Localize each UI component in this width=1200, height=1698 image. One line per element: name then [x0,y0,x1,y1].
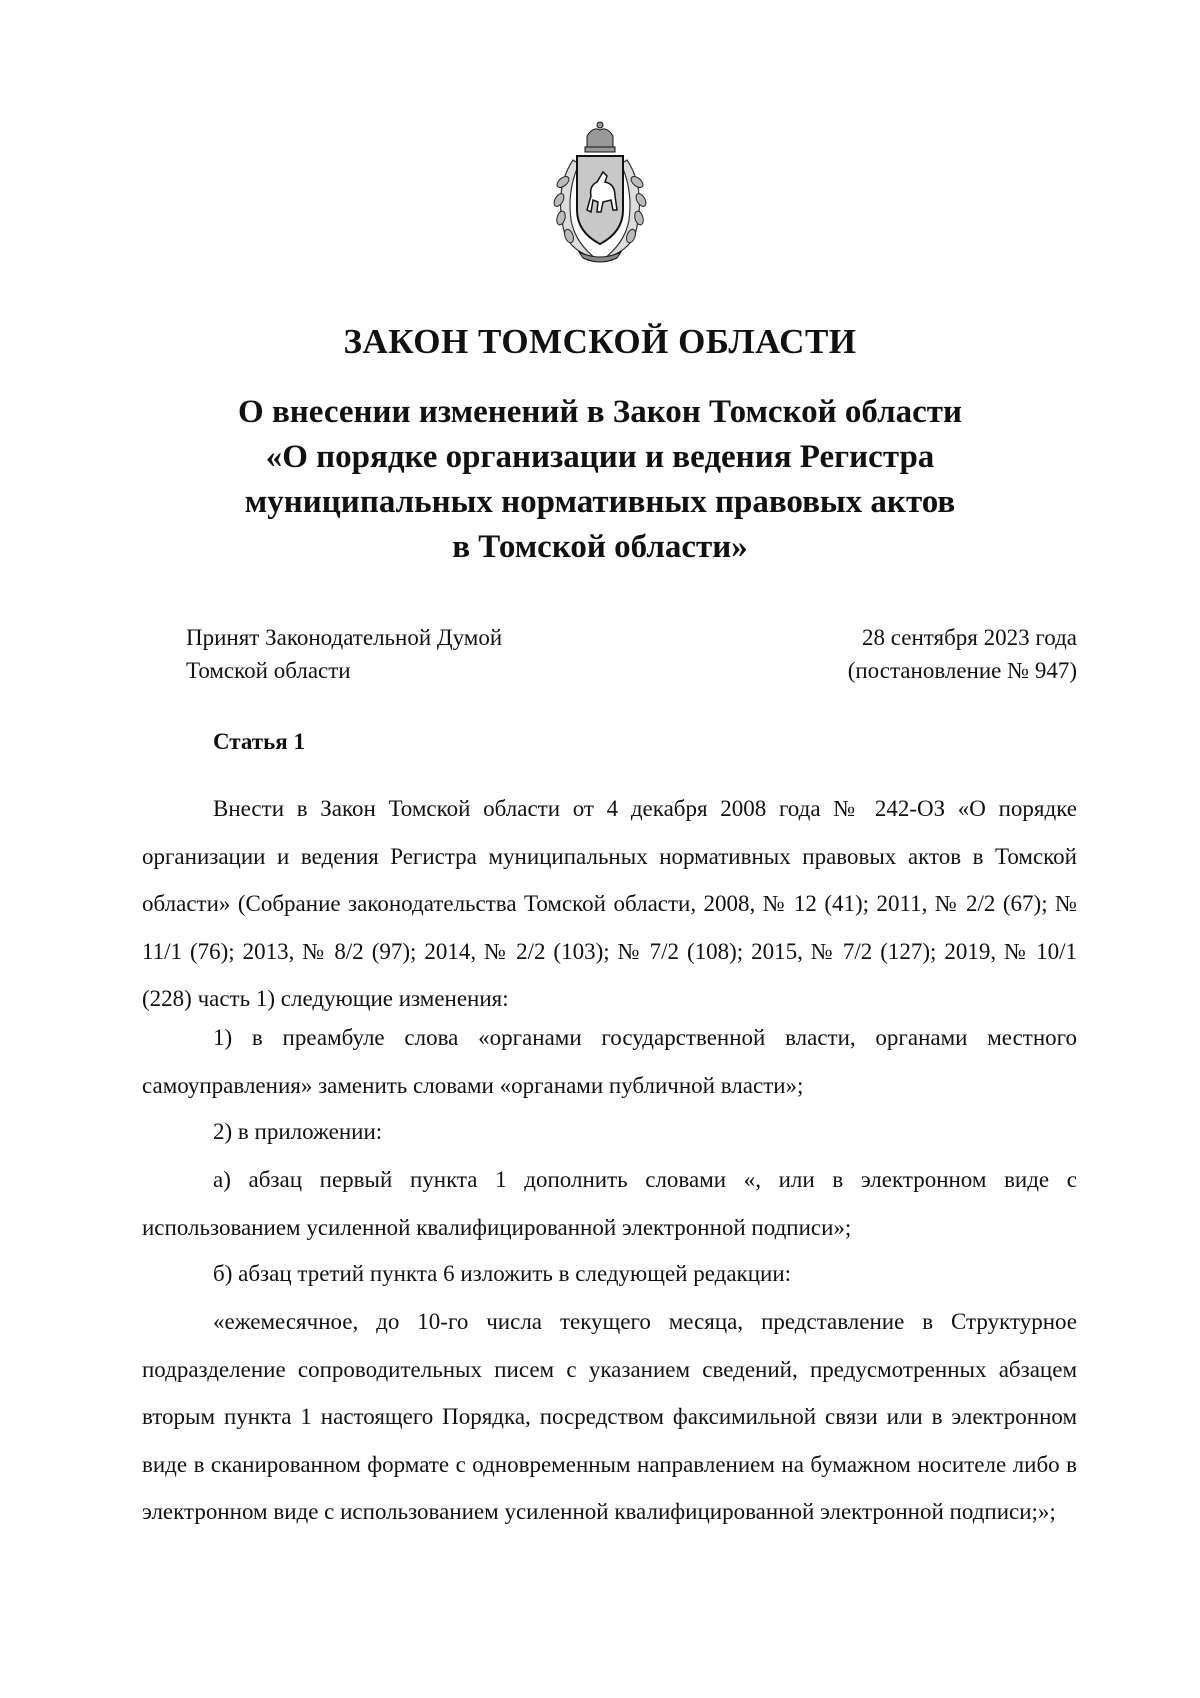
paragraph-item-a: а) абзац первый пункта 1 дополнить словами «, или в электронном виде с использованием усиленной квалифицированной электронной подписи»; [142,1167,1077,1240]
law-subtitle [0,390,1200,570]
adoption-resolution-line: (постановление № 947) [847,658,1077,683]
adoption-body [186,621,502,687]
subtitle-line: муниципальных нормативных правовых актов [244,484,956,520]
paragraph-item-b: б) абзац третий пункта 6 изложить в следующей редакции: [213,1261,792,1286]
paragraph-quoted-text: «ежемесячное, до 10-го числа текущего месяца, представление в Структурное подразделение сопроводительных писем с указанием сведений, предусмотренных абзацем вторым пункта 1 настоящего Порядка, посредством факсимильной связи или в электронном виде в сканированном формате с одновременным направлением на бумажном носителе либо в электронном виде с использованием усиленной квалифицированной электронной подписи;»; [142,1309,1077,1524]
adoption-body-line: Томской области [186,658,351,683]
paragraph-item-1: 1) в преамбуле слова «органами государственной власти, органами местного самоуправления» заменить словами «органами публичной власти»; [142,1025,1077,1098]
adoption-date-line: 28 сентября 2023 года [862,625,1077,650]
paragraph-intro: Внести в Закон Томской области от 4 декабря 2008 года № 242-ОЗ «О порядке организации и ведения Регистра муниципальных нормативных правовых актов в Томской области» (Собрание законодательства Томской области, 2008, № 12 (41); 2011, № 2/2 (67); № 11/1 (76); 2013, № 8/2 (97); 2014, № 2/2 (103); № 7/2 (108); 2015, № 7/2 (127); 2019, № 10/1 (228) часть 1) следующие изменения: [142,796,1077,1011]
law-title: ЗАКОН ТОМСКОЙ ОБЛАСТИ [343,322,857,361]
paragraph-item-2: 2) в приложении: [213,1119,383,1144]
subtitle-line: в Томской области» [452,529,748,565]
subtitle-line: О внесении изменений в Закон Томской области [238,394,962,430]
subtitle-line: «О порядке организации и ведения Регистра [265,439,935,475]
article-heading: Статья 1 [213,729,305,754]
coat-of-arms-emblem [543,120,657,264]
adoption-body-line: Принят Законодательной Думой [186,625,503,650]
adoption-date [848,621,1077,687]
